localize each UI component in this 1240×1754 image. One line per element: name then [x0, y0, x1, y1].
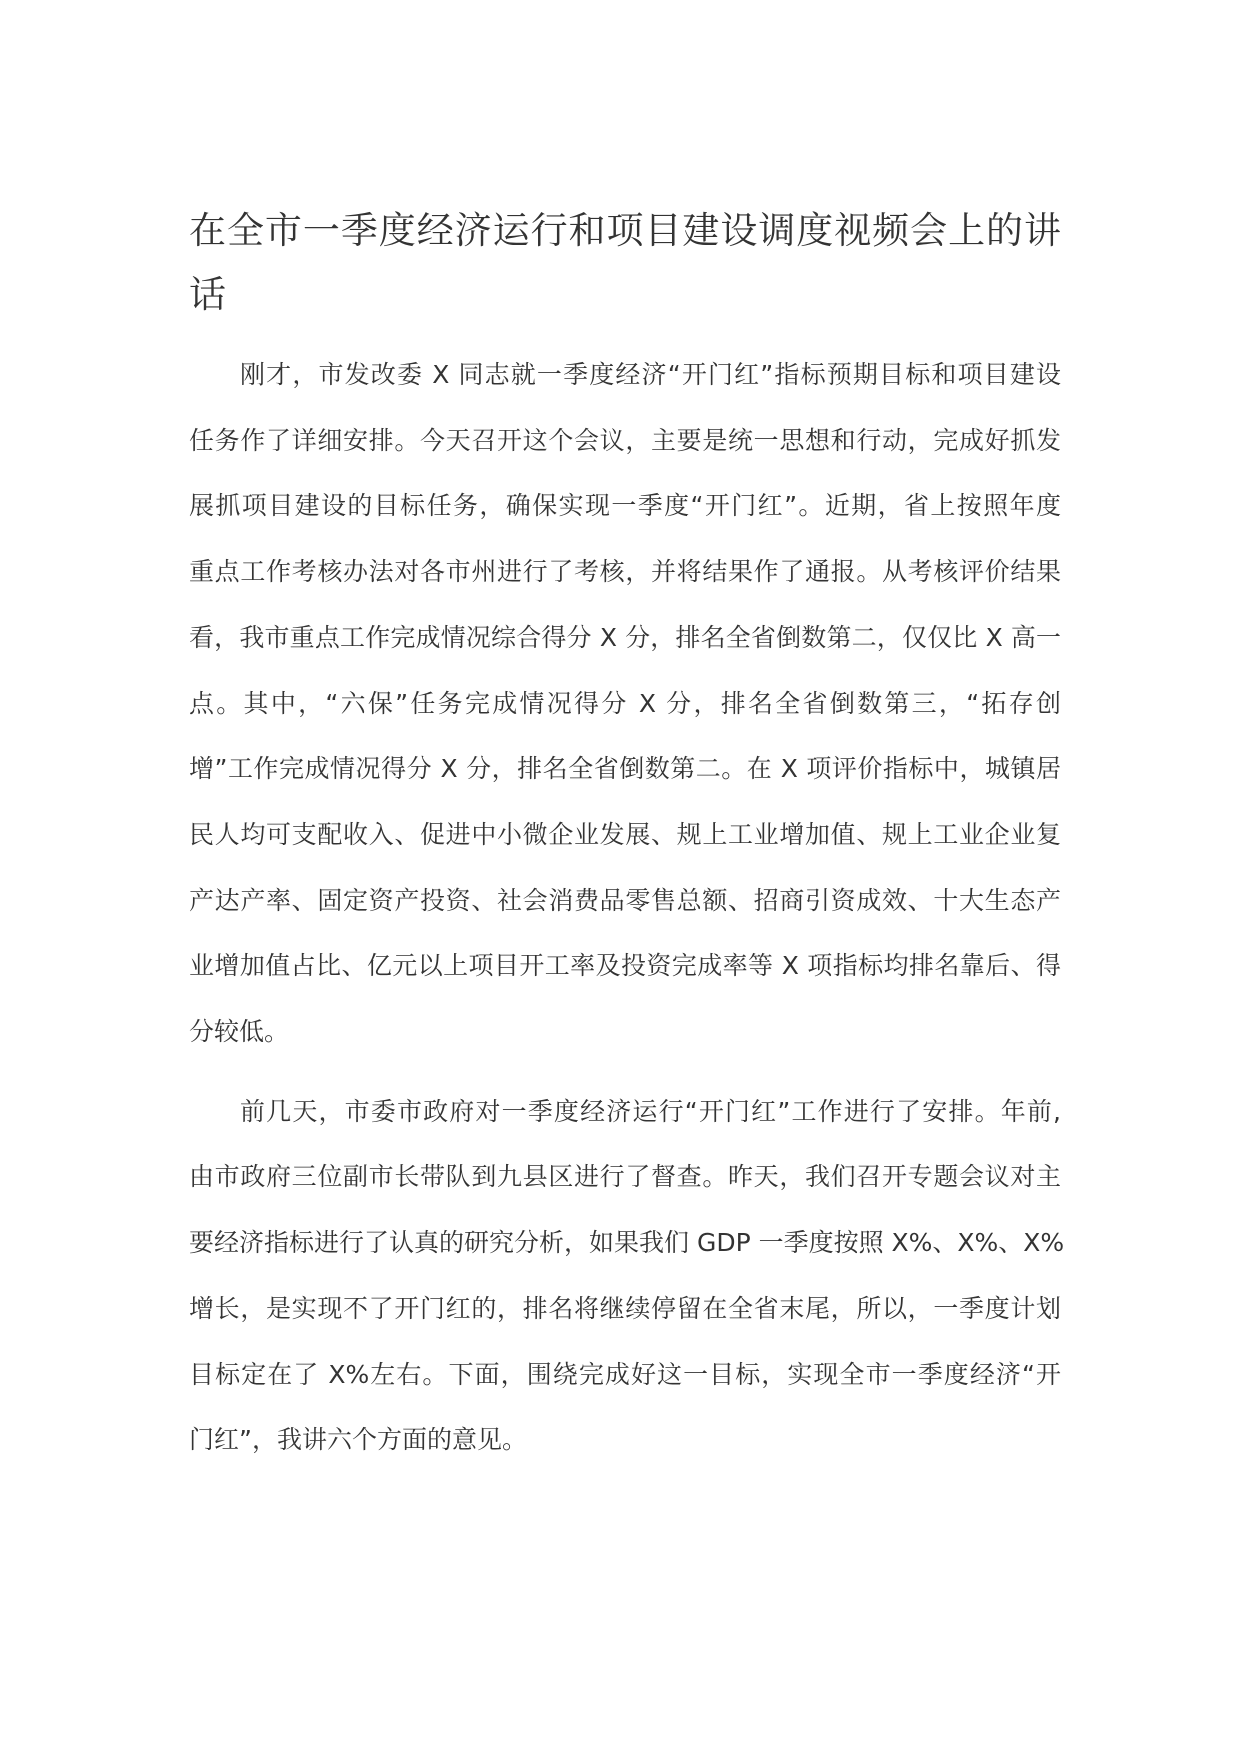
- paragraph-line: 门红”，我讲六个方面的意见。: [189, 1425, 527, 1455]
- paragraph-line: 产达产率、固定资产投资、社会消费品零售总额、招商引资成效、十大生态产: [189, 885, 1061, 915]
- paragraph: [189, 1079, 1065, 1473]
- paragraph-line: 增”工作完成情况得分 X 分，排名全省倒数第二。在 X 项评价指标中，城镇居: [189, 754, 1061, 784]
- document-title: [189, 199, 1061, 327]
- paragraph: [189, 342, 1061, 1065]
- paragraph-line: 要经济指标进行了认真的研究分析，如果我们 GDP 一季度按照 X%、X%、X%: [189, 1228, 1065, 1258]
- paragraph-line: 业增加值占比、亿元以上项目开工率及投资完成率等 X 项指标均排名靠后、得: [189, 951, 1061, 981]
- paragraph-line: 民人均可支配收入、促进中小微企业发展、规上工业增加值、规上工业企业复: [189, 819, 1061, 849]
- paragraph-line: 任务作了详细安排。今天召开这个会议，主要是统一思想和行动，完成好抓发: [189, 425, 1061, 455]
- paragraph-line: 由市政府三位副市长带队到九县区进行了督查。昨天，我们召开专题会议对主: [189, 1162, 1061, 1192]
- paragraph-line: 前几天，市委市政府对一季度经济运行“开门红”工作进行了安排。年前,: [240, 1096, 1061, 1126]
- document-body: [189, 199, 1065, 1487]
- title-line: 在全市一季度经济运行和项目建设调度视频会上的讲: [189, 209, 1061, 252]
- paragraph-line: 增长，是实现不了开门红的，排名将继续停留在全省末尾，所以，一季度计划: [189, 1293, 1061, 1323]
- paragraph-line: 看，我市重点工作完成情况综合得分 X 分，排名全省倒数第二，仅仅比 X 高一: [189, 622, 1061, 652]
- title-line: 话: [189, 273, 226, 316]
- paragraph-line: 重点工作考核办法对各市州进行了考核，并将结果作了通报。从考核评价结果: [189, 557, 1061, 587]
- paragraph-line: 分较低。: [189, 1017, 290, 1047]
- paragraph-line: 刚才，市发改委 X 同志就一季度经济“开门红”指标预期目标和项目建设: [240, 360, 1061, 389]
- paragraph-line: 目标定在了 X%左右。下面，围绕完成好这一目标，实现全市一季度经济“开: [189, 1359, 1061, 1389]
- paragraph-line: 展抓项目建设的目标任务，确保实现一季度“开门红”。近期，省上按照年度: [189, 491, 1061, 521]
- paragraph-line: 点。其中，“六保”任务完成情况得分 X 分，排名全省倒数第三，“拓存创: [189, 688, 1061, 718]
